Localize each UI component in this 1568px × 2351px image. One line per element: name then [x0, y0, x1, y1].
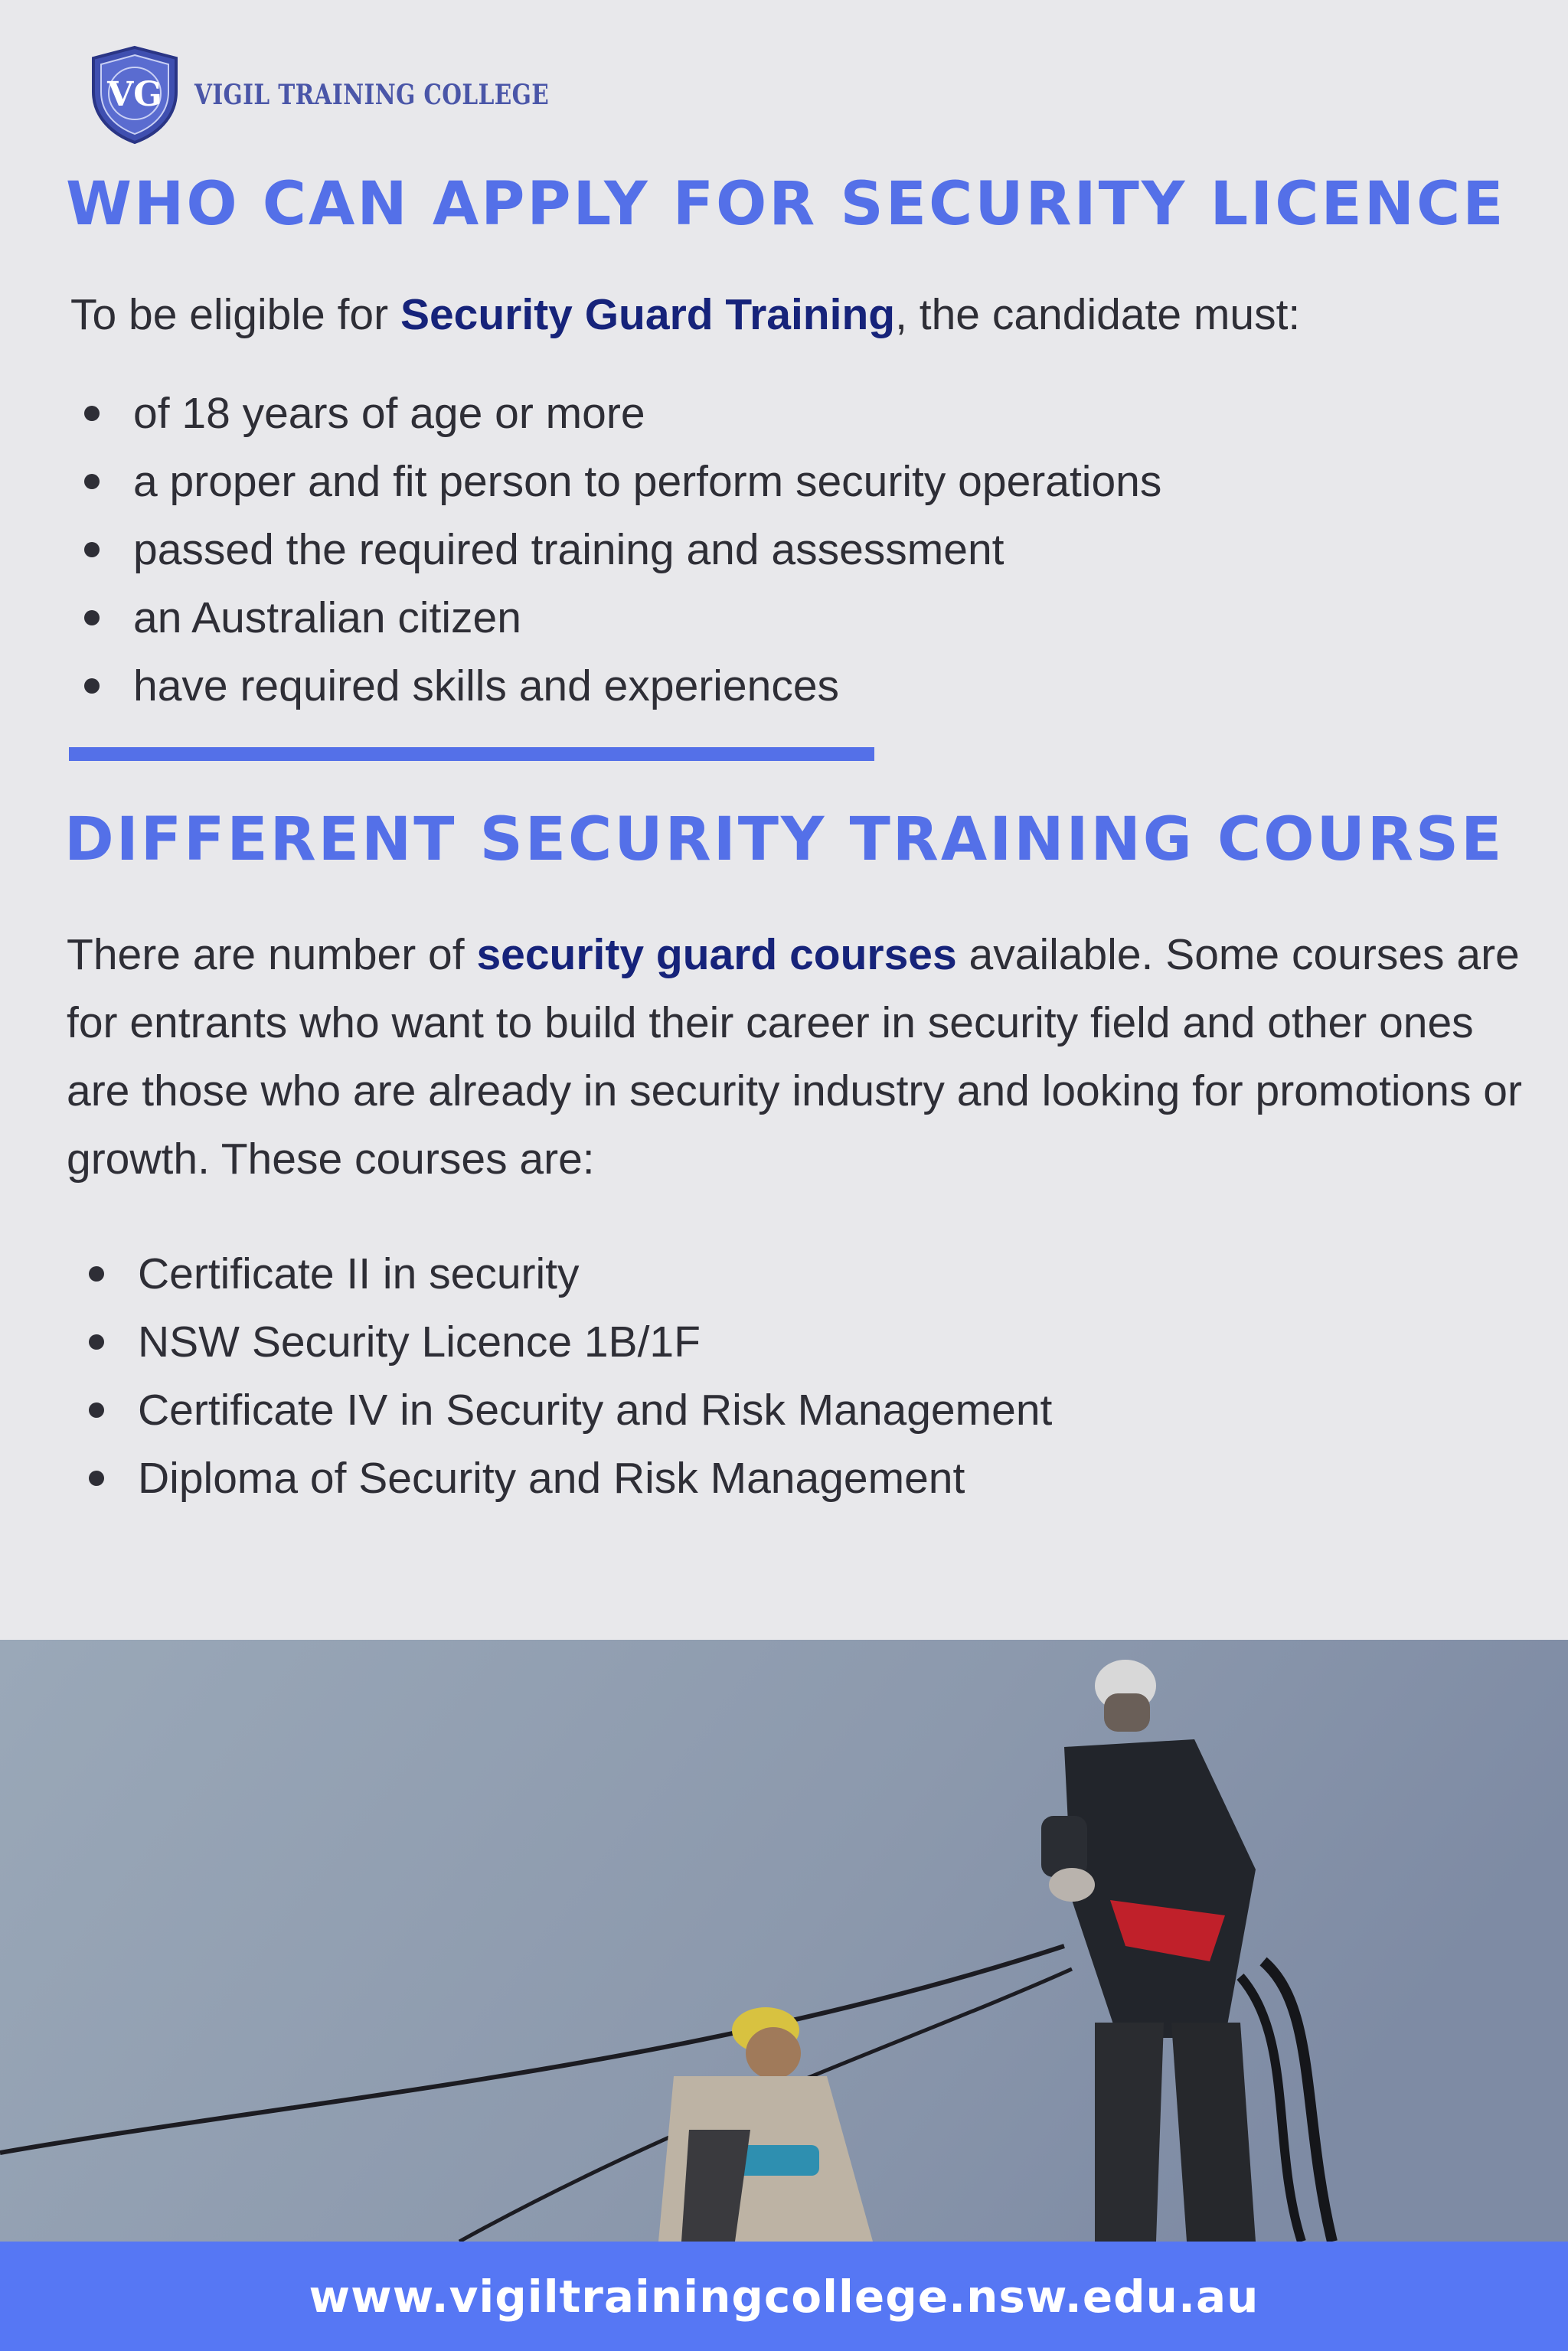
list-item-text: Certificate II in security	[138, 1249, 580, 1298]
security-guard-training-link[interactable]: Security Guard Training	[400, 290, 896, 339]
courses-list	[74, 1240, 1052, 1513]
security-guard-courses-link[interactable]: security guard courses	[476, 930, 957, 979]
bullet-icon	[89, 1402, 104, 1418]
list-item	[74, 1376, 1052, 1445]
bullet-icon	[84, 610, 100, 625]
photo-illustration	[0, 1640, 1568, 2242]
footer-bar	[0, 2242, 1568, 2351]
eligibility-intro-text-before: To be eligible for	[70, 290, 400, 339]
list-item	[74, 1240, 1052, 1308]
list-item-text: Diploma of Security and Risk Management	[138, 1454, 965, 1503]
list-item	[74, 1308, 1052, 1376]
workers-at-height-photo	[0, 1640, 1568, 2242]
list-item	[69, 448, 1161, 516]
bullet-icon	[84, 474, 100, 489]
courses-intro	[67, 921, 1537, 1193]
bullet-icon	[89, 1334, 104, 1350]
list-item-text: passed the required training and assessment	[133, 525, 1004, 574]
bullet-icon	[84, 406, 100, 421]
list-item-text: NSW Security Licence 1B/1F	[138, 1318, 701, 1367]
logo[interactable]	[86, 44, 627, 145]
bullet-icon	[89, 1266, 104, 1282]
section-eligibility-heading: WHO CAN APPLY FOR SECURITY LICENCE	[66, 170, 1506, 239]
list-item-text: have required skills and experiences	[133, 661, 840, 710]
list-item-text: a proper and fit person to perform security operations	[133, 457, 1162, 506]
logo-name: VIGIL TRAINING COLLEGE	[194, 79, 550, 111]
list-item	[69, 652, 1161, 720]
logo-monogram: VG	[107, 75, 162, 114]
bullet-icon	[89, 1471, 104, 1486]
courses-intro-text-after: available. Some courses are for entrants who want to build their career in security field and other ones are those who are already in security industry and looking for promotions or growth. These courses are:	[67, 930, 1522, 1184]
list-item	[74, 1445, 1052, 1513]
list-item	[69, 516, 1161, 584]
eligibility-intro	[70, 281, 1525, 349]
list-item-text: an Australian citizen	[133, 593, 521, 642]
shield-emblem-icon	[86, 44, 184, 145]
list-item-text: of 18 years of age or more	[133, 389, 645, 438]
list-item	[69, 584, 1161, 652]
list-item	[69, 380, 1161, 448]
courses-intro-text-before: There are number of	[67, 930, 477, 979]
bullet-icon	[84, 542, 100, 557]
eligibility-intro-text-after: , the candidate must:	[895, 290, 1301, 339]
eligibility-list	[69, 380, 1161, 720]
section-courses-heading: DIFFERENT SECURITY TRAINING COURSE	[64, 805, 1504, 874]
website-url-link[interactable]: www.vigiltrainingcollege.nsw.edu.au	[309, 2270, 1259, 2323]
section-divider	[69, 747, 874, 761]
bullet-icon	[84, 678, 100, 694]
list-item-text: Certificate IV in Security and Risk Management	[138, 1386, 1053, 1435]
